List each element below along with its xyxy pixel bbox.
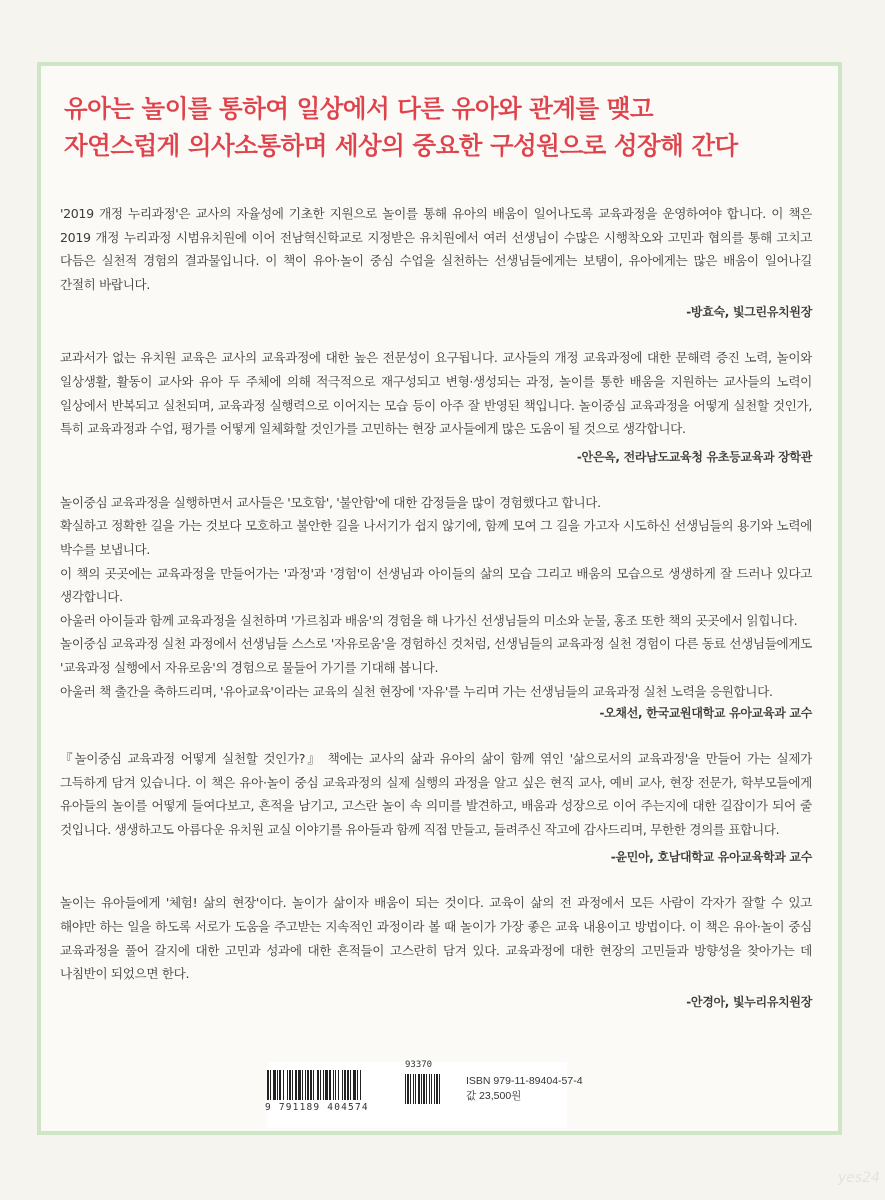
barcode-bars — [267, 1070, 467, 1104]
review-3 — [60, 491, 812, 723]
review-author: -윤민아, 호남대학교 유아교육학과 교수 — [610, 850, 812, 865]
review-text: 교과서가 없는 유치원 교육은 교사의 교육과정에 대한 높은 전문성이 요구됩니다. 교사들의 개정 교육과정에 대한 문해력 증진 노력, 놀이와 일상생활, 활동이 교사와 유아 두 주체에 의해 적극적으로 재구성되고 변형·생성되는 과정, 놀이를 통한 배움을 지원하는 교사들의 노력이 일상에서 반복되고 실천되며, 교육과정 실행력으로 이어지는 모습 등이 아주 잘 반영된 책입니다. 놀이중심 교육과정을 어떻게 실천할 것인가, 특히 교육과정과 수업, 평가를 어떻게 일체화할 것인가를 고민하는 현장 교사들에게 많은 도움이 될 것으로 생각합니다. — [60, 350, 812, 437]
review-text — [60, 491, 812, 703]
review-line: 확실하고 정확한 길을 가는 것보다 모호하고 불안한 길을 나서기가 쉽지 않기에, 함께 모여 그 길을 가고자 시도하신 선생님들의 용기와 노력에 박수를 보냅니다. — [60, 518, 812, 557]
barcode-bar — [405, 1074, 406, 1104]
barcode-bar — [310, 1070, 312, 1100]
barcode-bar — [407, 1074, 409, 1104]
barcode-bar — [418, 1074, 420, 1104]
barcode-bar — [283, 1070, 284, 1100]
barcode-bar — [313, 1070, 314, 1100]
review-line: 놀이중심 교육과정 실천 과정에서 선생님들 스스로 '자유로움'을 경험하신 것처럼, 선생님들의 교육과정 실천 경험이 다른 동료 선생님들에게도 '교육과정 실행에서 자유로움'의 경험으로 물들어 가기를 기대해 봅니다. — [60, 636, 812, 675]
review-4 — [60, 747, 812, 867]
barcode-bar — [333, 1070, 334, 1100]
barcode-bar — [360, 1070, 361, 1100]
barcode-bar — [289, 1070, 291, 1100]
barcode-bar — [431, 1074, 432, 1104]
barcode-bar — [353, 1070, 356, 1100]
barcode-bar — [429, 1074, 430, 1104]
barcode-bar — [415, 1074, 416, 1104]
barcode-bar — [413, 1074, 414, 1104]
barcode-bar — [344, 1070, 346, 1100]
barcode-bar — [270, 1070, 271, 1100]
barcode-bar — [423, 1074, 425, 1104]
barcode-bar — [426, 1074, 427, 1104]
headline-line-1: 유아는 놀이를 통하여 일상에서 다른 유아와 관계를 맺고 — [64, 94, 654, 123]
barcode-bar — [295, 1070, 297, 1100]
barcode-bar — [267, 1070, 269, 1100]
barcode-bar — [279, 1070, 281, 1100]
barcode-bar — [421, 1074, 422, 1104]
barcode-bar — [350, 1070, 351, 1100]
barcode-bar — [320, 1070, 321, 1100]
review-5 — [60, 891, 812, 1011]
barcode-bar — [325, 1070, 328, 1100]
barcode-bar — [357, 1070, 358, 1100]
review-line: 이 책의 곳곳에는 교육과정을 만들어가는 '과정'과 '경험'이 선생님과 아이들의 삶의 모습 그리고 배움의 모습으로 생생하게 잘 드러나 있다고 생각합니다. — [60, 565, 812, 605]
isbn-number: ISBN 979-11-89404-57-4 — [466, 1075, 583, 1087]
reviews — [60, 202, 812, 1036]
barcode-bar — [338, 1070, 339, 1100]
watermark: yes24 — [838, 1170, 881, 1186]
barcode-bar — [305, 1070, 306, 1100]
barcode-bar — [302, 1070, 303, 1100]
barcode-bar — [329, 1070, 331, 1100]
barcode-bar — [347, 1070, 349, 1100]
barcode-bar — [335, 1070, 336, 1100]
price: 값 23,500원 — [466, 1090, 522, 1102]
barcode-bar — [298, 1070, 301, 1100]
barcode-bar — [317, 1070, 319, 1100]
review-line: 아울러 책 출간을 축하드리며, '유아교육'이라는 교육의 실천 현장에 '자유'를 누리며 가는 선생님들의 교육과정 실천 노력을 응원합니다. — [60, 683, 773, 699]
barcode-bar — [307, 1070, 309, 1100]
review-text: 놀이는 유아들에게 '체험! 삶의 현장'이다. 놀이가 삶이자 배움이 되는 것이다. 교육이 삶의 전 과정에서 모든 사람이 각자가 잘할 수 있고 해야만 하는 일을 하도록 서로가 도움을 주고받는 지속적인 과정이라 볼 때 놀이가 가장 좋은 교육 내용이고 방법이다. 이 책은 유아·놀이 중심 교육과정을 풀어 갈지에 대한 고민과 성과에 대한 흔적들이 고스란히 담겨 있다. 교육과정에 대한 현장의 고민들과 방향성을 찾아가는 데 나침반이 되었으면 한다. — [60, 895, 812, 982]
review-author: -방효숙, 빛그린유치원장 — [686, 305, 812, 320]
isbn-info — [466, 1074, 583, 1104]
review-line: 아울러 아이들과 함께 교육과정을 실천하며 '가르침과 배움'의 경험을 해 나가신 선생님들의 미소와 눈물, 홍조 또한 책의 곳곳에서 읽힙니다. — [60, 612, 798, 628]
headline — [64, 90, 824, 164]
review-text: 『놀이중심 교육과정 어떻게 실천할 것인가?』 책에는 교사의 삶과 유아의 삶이 함께 엮인 '삶으로서의 교육과정'을 만들어 가는 실제가 그득하게 담겨 있습니다. 이 책은 유아·놀이 중심 교육과정의 실제 실행의 과정을 알고 싶은 현직 교사, 예비 교사, 현장 전문가, 학부모들에게 유아들의 놀이를 어떻게 들여다보고, 흔적을 남기고, 고스란 놀이 속 의미를 발견하고, 배움과 성장으로 이어 주는지에 대한 길잡이가 되어 줄 것입니다. 생생하고도 아름다운 유치원 교실 이야기를 유아들과 함께 직접 만들고, 들려주신 작고에 감사드리며, 무한한 경의를 표합니다. — [60, 751, 812, 837]
barcode-bar — [436, 1074, 438, 1104]
review-author: -안은옥, 전라남도교육청 유초등교육과 장학관 — [576, 449, 812, 464]
review-1 — [60, 202, 812, 322]
barcode-bar — [323, 1070, 324, 1100]
barcode-bar — [277, 1070, 278, 1100]
barcode-bar — [410, 1074, 411, 1104]
barcode-bar — [292, 1070, 293, 1100]
barcode-bar — [287, 1070, 288, 1100]
barcode-bar — [434, 1074, 435, 1104]
review-author: -오채선, 한국교원대학교 유아교육과 교수 — [599, 706, 812, 721]
barcode-bar — [439, 1074, 440, 1104]
barcode-addon-number: 93370 — [405, 1060, 433, 1070]
review-line: 놀이중심 교육과정을 실행하면서 교사들은 '모호함', '불안함'에 대한 감정들을 많이 경험했다고 합니다. — [60, 494, 601, 510]
barcode-bar — [342, 1070, 343, 1100]
barcode-main-number: 9 791189 404574 — [265, 1102, 369, 1113]
review-2 — [60, 346, 812, 466]
barcode-bar — [273, 1070, 276, 1100]
headline-line-2: 자연스럽게 의사소통하며 세상의 중요한 구성원으로 성장해 간다 — [64, 131, 738, 160]
review-text: '2019 개정 누리과정'은 교사의 자율성에 기초한 지원으로 놀이를 통해 유아의 배움이 일어나도록 교육과정을 운영하여야 합니다. 이 책은 2019 개정 누리과정 시범유치원에 이어 전남혁신학교로 지정받은 유치원에서 여러 선생님이 수많은 시행착오와 고민과 협의를 통해 고치고 다듬은 실천적 경험의 결과물입니다. 이 책이 유아·놀이 중심 수업을 실천하는 선생님들에게는 보탬이, 유아에게는 많은 배움이 일어나길 간절히 바랍니다. — [60, 206, 812, 292]
review-author: -안경아, 빛누리유치원장 — [686, 994, 812, 1009]
